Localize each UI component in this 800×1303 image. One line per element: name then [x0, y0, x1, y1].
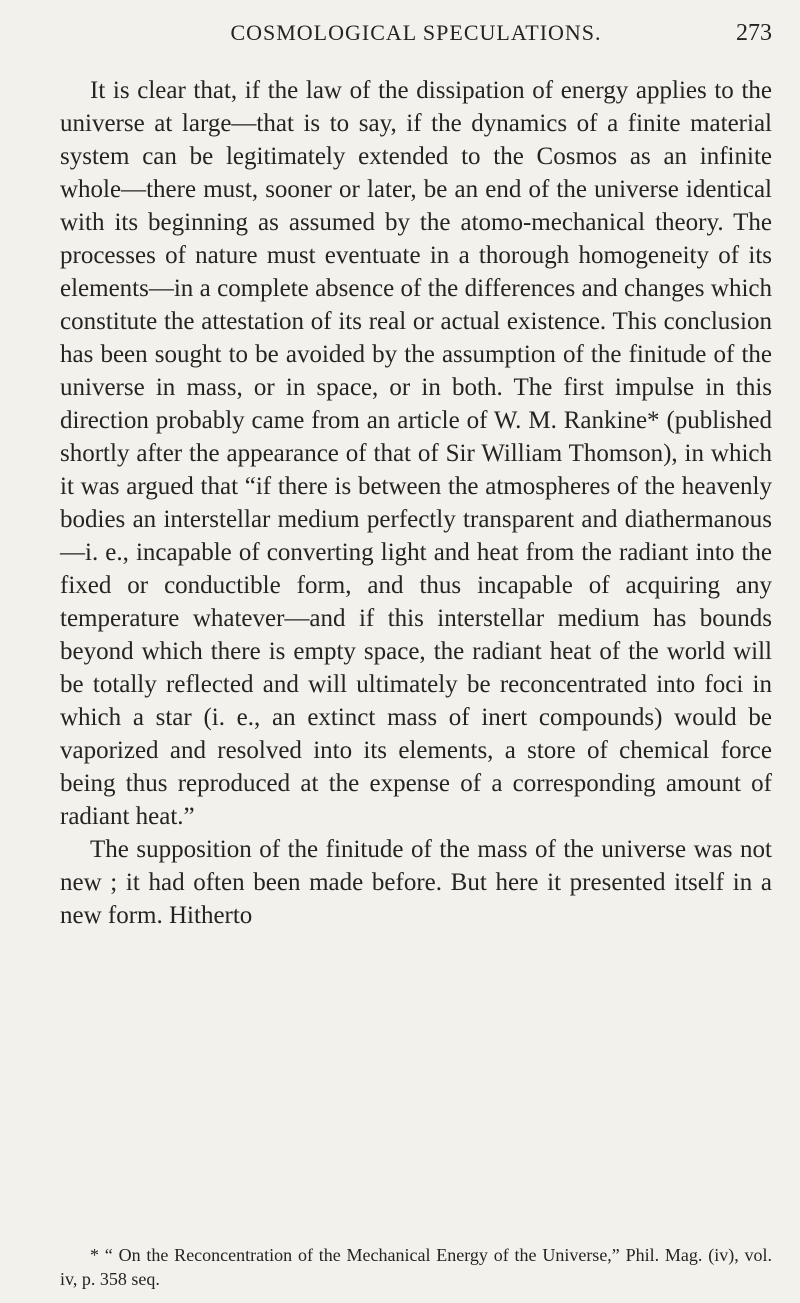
- running-head: [60, 20, 772, 54]
- paragraph-2: The supposition of the finitude of the mass of the universe was not new ; it had often been made before. But here it presented itself in a new form. Hitherto: [60, 836, 772, 929]
- page-number: 273: [736, 20, 772, 46]
- footnote: * “ On the Reconcentration of the Mechanical Energy of the Universe,” Phil. Mag. (iv), vol. iv, p. 358 seq.: [60, 1245, 772, 1289]
- body-text: [60, 74, 772, 932]
- running-title: COSMOLOGICAL SPECULATIONS.: [230, 20, 602, 45]
- paragraph-1: It is clear that, if the law of the dissipation of energy applies to the universe at large—that is to say, if the dynamics of a finite material system can be legitimately extended to the Cosmos as an infinite whole—there must, sooner or later, be an end of the universe identical with its beginning as assumed by the atomo-mechanical theory. The processes of nature must eventuate in a thorough homogeneity of its elements—in a complete absence of the differences and changes which constitute the attestation of its real or actual existence. This conclusion has been sought to be avoided by the assumption of the finitude of the universe in mass, or in space, or in both. The first impulse in this direction probably came from an article of W. M. Rankine* (published shortly after the appearance of that of Sir William Thomson), in which it was argued that “if there is between the atmospheres of the heavenly bodies an interstellar medium perfectly transparent and diathermanous—i. e., incapable of converting light and heat from the radiant into the fixed or conductible form, and thus incapable of acquiring any temperature whatever—and if this interstellar medium has bounds beyond which there is empty space, the radiant heat of the world will be totally reflected and will ultimately be reconcentrated into foci in which a star (i. e., an extinct mass of inert compounds) would be vaporized and resolved into its elements, a store of chemical force being thus reproduced at the expense of a corresponding amount of radiant heat.”: [60, 77, 772, 830]
